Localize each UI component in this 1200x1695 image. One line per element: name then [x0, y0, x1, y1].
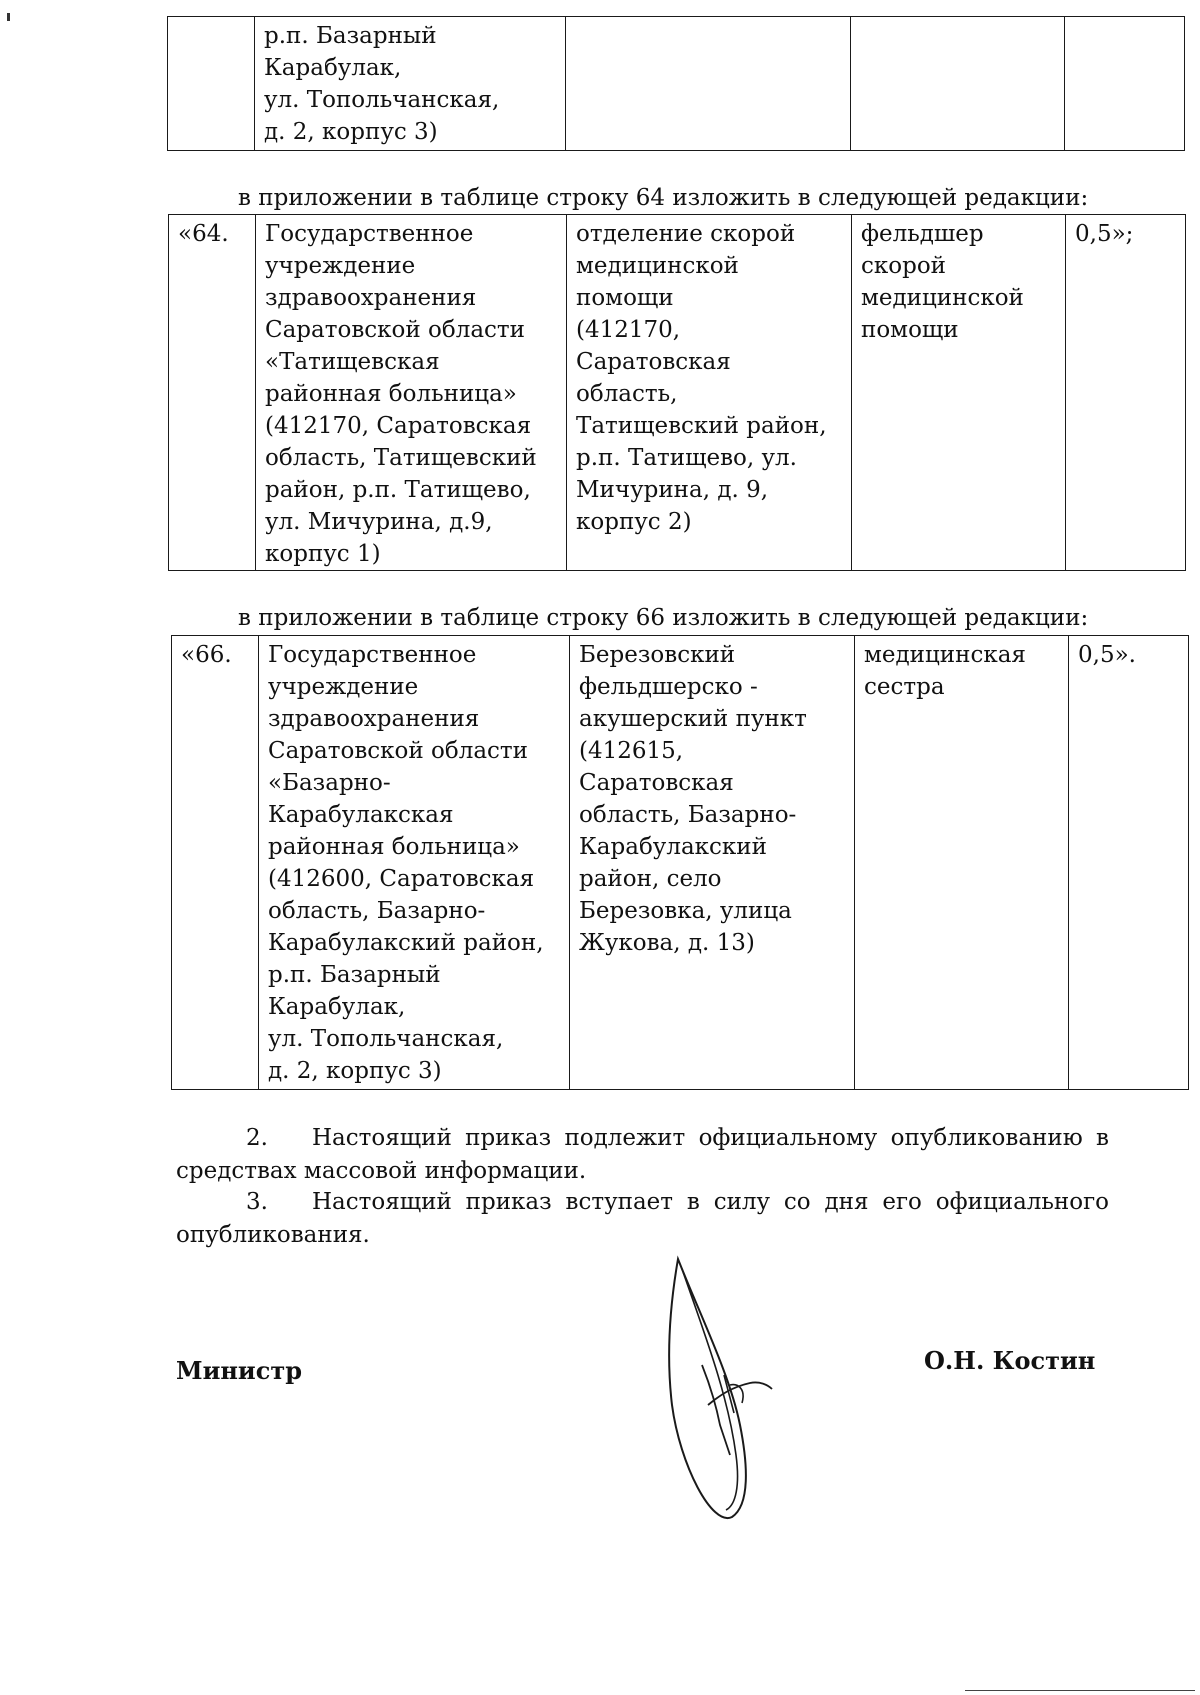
table-row-64 [168, 214, 1186, 571]
paragraph-number: 3. [246, 1189, 268, 1215]
table-row [168, 17, 1185, 151]
table-row-66 [171, 635, 1189, 1090]
paragraph-number: 2. [246, 1125, 268, 1151]
cell-department: отделение скорой медицинской помощи (412170, Саратовская область, Татищевский район, р.п. Татищево, ул. Мичурина, д. 9, корпус 2) [567, 215, 852, 571]
cell-institution: Государственное учреждение здравоохранения Саратовской области «Базарно- Карабулакская районная больница» (412600, Саратовская область, Базарно- Карабулакский район, р.п. Базарный Карабулак, ул. Топольчанская, д. 2, корпус 3) [259, 636, 570, 1090]
cell-institution: Государственное учреждение здравоохранения Саратовской области «Татищевская районная больница» (412170, Саратовская область, Татищевский район, р.п. Татищево, ул. Мичурина, д.9, корпус 1) [256, 215, 567, 571]
cell-rate: 0,5»; [1066, 215, 1186, 571]
handwritten-signature [660, 1255, 820, 1535]
table-row [172, 636, 1189, 1090]
cell-department [566, 17, 851, 151]
footer-rule [965, 1690, 1195, 1691]
table-row [169, 215, 1186, 571]
signer-title: Министр [176, 1356, 302, 1385]
table-prev-tail [167, 16, 1185, 151]
cell-num [168, 17, 255, 151]
cell-position: фельдшер скорой медицинской помощи [852, 215, 1066, 571]
intro-row-66: в приложении в таблице строку 66 изложить в следующей редакции: [238, 605, 1089, 631]
paragraph-3 [176, 1186, 1109, 1252]
paragraph-text: Настоящий приказ вступает в силу со дня его официального опубликования. [176, 1189, 1109, 1248]
cell-num: «66. [172, 636, 259, 1090]
cell-rate [1065, 17, 1185, 151]
signer-name: О.Н. Костин [924, 1346, 1096, 1375]
cell-department: Березовский фельдшерско - акушерский пункт (412615, Саратовская область, Базарно- Карабулакский район, село Березовка, улица Жукова, д. 13) [570, 636, 855, 1090]
cell-num: «64. [169, 215, 256, 571]
scan-speck [7, 13, 10, 21]
paragraph-2 [176, 1122, 1109, 1188]
intro-row-64: в приложении в таблице строку 64 изложить в следующей редакции: [238, 185, 1089, 211]
paragraph-text: Настоящий приказ подлежит официальному опубликованию в средствах массовой информации. [176, 1125, 1109, 1184]
cell-position [851, 17, 1065, 151]
cell-position: медицинская сестра [855, 636, 1069, 1090]
cell-rate: 0,5». [1069, 636, 1189, 1090]
cell-institution: р.п. Базарный Карабулак, ул. Топольчанская, д. 2, корпус 3) [255, 17, 566, 151]
